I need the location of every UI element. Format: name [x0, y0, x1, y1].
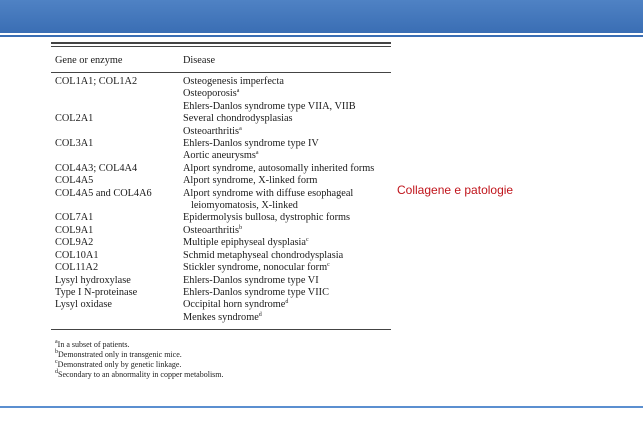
footnote-text: Demonstrated only by genetic linkage.	[57, 360, 182, 370]
table-row	[51, 212, 391, 224]
gene-cell: COL4A5 and COL4A6	[55, 187, 152, 199]
slide-caption: Collagene e patologie	[397, 183, 514, 197]
disease-line	[183, 88, 391, 100]
disease-line	[183, 299, 391, 311]
disease-line	[183, 250, 391, 262]
disease-cell	[183, 225, 391, 237]
header-bar	[0, 0, 643, 33]
table-row	[51, 262, 391, 274]
table-row	[51, 175, 391, 187]
gene-cell: Lysyl oxidase	[55, 299, 112, 311]
table-row	[51, 299, 391, 324]
gene-cell: COL9A1	[55, 224, 94, 236]
table-footnotes	[51, 334, 391, 380]
disease-name: Alport syndrome, autosomally inherited forms	[183, 162, 375, 174]
footnote-mark: d	[55, 369, 58, 376]
table-body	[51, 76, 391, 324]
footnote-marker: a	[236, 88, 240, 95]
disease-cell	[183, 287, 391, 299]
disease-line	[183, 76, 391, 88]
gene-cell: COL4A5	[55, 175, 94, 187]
footnote-mark: c	[55, 359, 58, 366]
table-row	[51, 275, 391, 287]
disease-name: Osteogenesis imperfecta	[183, 76, 284, 87]
footnote-marker: d	[285, 299, 289, 306]
gene-cell: COL7A1	[55, 212, 94, 224]
table-row	[51, 188, 391, 213]
gene-cell: COL11A2	[55, 262, 99, 274]
table-row	[51, 76, 391, 113]
table-row	[51, 250, 391, 262]
disease-name: Ehlers-Danlos syndrome type VI	[183, 274, 319, 286]
disease-name: Aortic aneurysms	[183, 150, 256, 162]
header-disease: Disease	[183, 55, 216, 66]
disease-name: Ehlers-Danlos syndrome type IV	[183, 138, 319, 150]
disease-cell	[183, 262, 391, 274]
footer-divider	[0, 406, 643, 408]
footnote-marker: c	[327, 262, 330, 269]
disease-cell	[183, 250, 391, 262]
disease-cell	[183, 163, 391, 175]
footnote-mark: b	[55, 349, 58, 356]
disease-line	[183, 200, 391, 212]
disease-line	[183, 275, 391, 287]
table-row	[51, 163, 391, 175]
disease-name: Alport syndrome, X-linked form	[183, 175, 318, 187]
disease-line	[183, 188, 391, 200]
table-row	[51, 237, 391, 249]
table-row	[51, 113, 391, 138]
table-row	[51, 138, 391, 163]
disease-line	[183, 237, 391, 249]
disease-cell	[183, 188, 391, 213]
disease-line	[183, 225, 391, 237]
table-top-rule	[51, 42, 391, 47]
header-gene: Gene or enzyme	[55, 55, 123, 66]
disease-name: Occipital horn syndrome	[183, 299, 286, 311]
gene-cell: COL3A1	[55, 138, 94, 150]
footnote-marker: c	[305, 237, 309, 244]
gene-cell: COL1A1; COL1A2	[55, 76, 138, 87]
footnote-text: Secondary to an abnormality in copper metabolism.	[58, 370, 224, 380]
header-divider	[0, 35, 643, 37]
table-row	[51, 287, 391, 299]
footnote-marker: d	[258, 311, 262, 318]
disease-cell	[183, 212, 391, 224]
disease-name: Osteoporosis	[183, 88, 237, 100]
disease-name: Ehlers-Danlos syndrome type VIIC	[183, 286, 329, 298]
disease-line	[183, 262, 391, 274]
disease-cell	[183, 113, 391, 138]
disease-name: Osteoarthritis	[183, 224, 240, 236]
footnote	[55, 370, 391, 380]
disease-cell	[183, 299, 391, 324]
disease-name: Schmid metaphyseal chondrodysplasia	[183, 249, 344, 261]
table-bottom-rule	[51, 329, 391, 330]
disease-cell	[183, 275, 391, 287]
table-header-rule	[51, 72, 391, 73]
disease-cell	[183, 76, 391, 113]
gene-cell: Lysyl hydroxylase	[55, 274, 131, 286]
gene-cell: Type I N-proteinase	[55, 286, 138, 298]
gene-cell: COL2A1	[55, 113, 94, 125]
table-header	[51, 53, 391, 68]
disease-name: Osteoarthritis	[183, 125, 240, 137]
disease-line	[183, 138, 391, 150]
disease-name: leiomyomatosis, X-linked	[191, 200, 298, 212]
footnote-marker: b	[239, 224, 243, 231]
footnote-marker: a	[239, 125, 242, 132]
disease-name: Ehlers-Danlos syndrome type VIIA, VIIB	[183, 100, 356, 112]
disease-name: Multiple epiphyseal dysplasia	[183, 237, 306, 249]
footnote	[55, 340, 391, 350]
disease-cell	[183, 175, 391, 187]
gene-cell: COL9A2	[55, 237, 94, 249]
disease-line	[183, 163, 391, 175]
disease-name: Stickler syndrome, nonocular form	[183, 262, 328, 274]
table-row	[51, 225, 391, 237]
disease-cell	[183, 138, 391, 163]
gene-cell: COL4A3; COL4A4	[55, 162, 138, 174]
disease-line	[183, 312, 391, 324]
disease-table	[51, 40, 391, 380]
footnote	[55, 360, 391, 370]
disease-line	[183, 150, 391, 162]
footnote-mark: a	[55, 339, 58, 346]
disease-name: Several chondrodysplasias	[183, 113, 293, 125]
disease-cell	[183, 237, 391, 249]
footnote-marker: a	[255, 150, 259, 157]
disease-line	[183, 101, 391, 113]
disease-name: Alport syndrome with diffuse esophageal	[183, 187, 354, 199]
disease-line	[183, 126, 391, 138]
disease-name: Epidermolysis bullosa, dystrophic forms	[183, 212, 351, 224]
gene-cell: COL10A1	[55, 249, 99, 261]
disease-line	[183, 113, 391, 125]
footnote-text: Demonstrated only in transgenic mice.	[58, 350, 182, 360]
disease-line	[183, 175, 391, 187]
disease-line	[183, 212, 391, 224]
footnote	[55, 350, 391, 360]
disease-name: Menkes syndrome	[183, 311, 259, 323]
footnote-text: In a subset of patients.	[57, 340, 130, 350]
disease-line	[183, 287, 391, 299]
